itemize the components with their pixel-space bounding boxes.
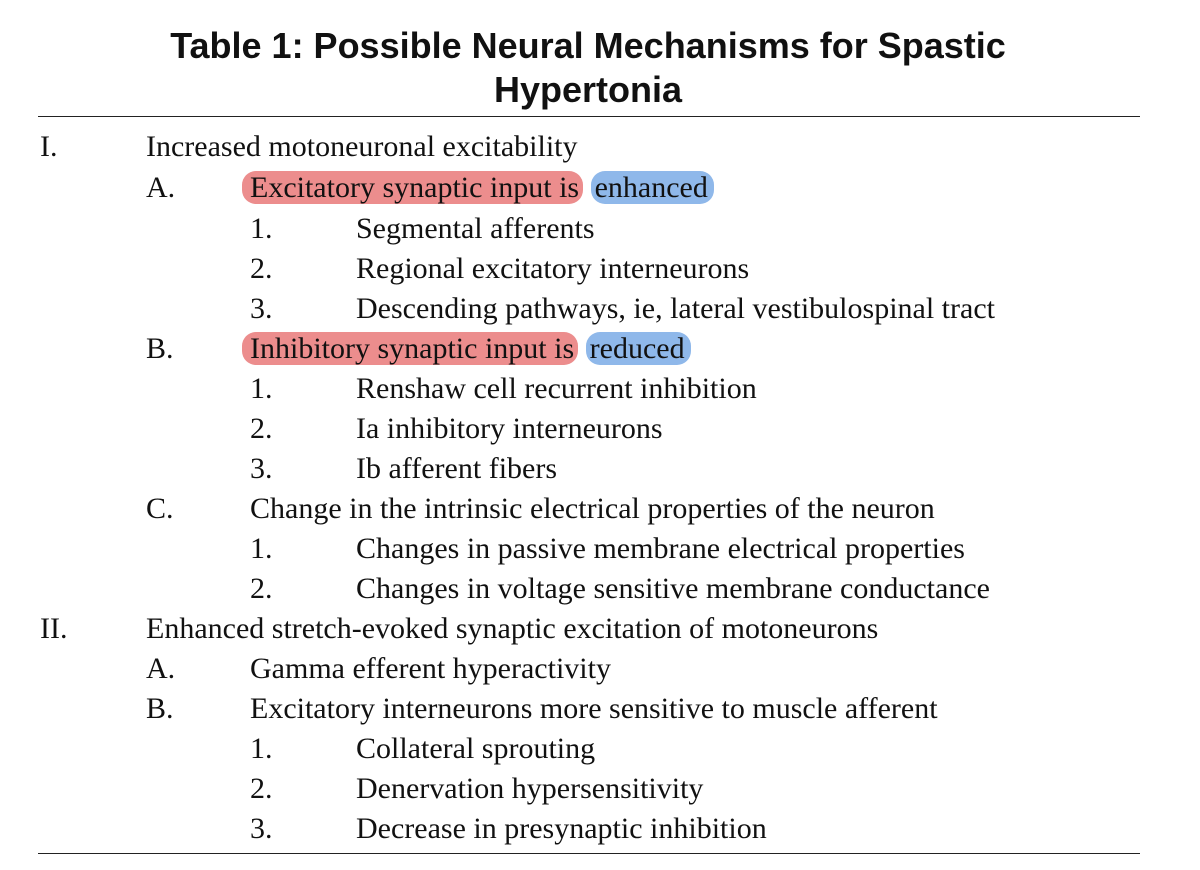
outline-text: Regional excitatory interneurons [356,252,750,285]
outline-text [250,168,714,208]
outline-number: 2. [250,252,273,285]
outline-text: Increased motoneuronal excitability [146,130,578,163]
outline-number: 2. [250,412,273,445]
outline-text: Changes in voltage sensitive membrane conductance [356,572,990,605]
outline-text [250,329,691,369]
outline-number: 2. [250,772,273,805]
highlight-red: Excitatory synaptic input is [242,171,583,204]
outline-number: 3. [250,812,273,845]
outline-number: B. [146,332,174,365]
outline-text: Denervation hypersensitivity [356,772,704,805]
outline-number: II. [40,612,68,645]
highlight-blue: enhanced [591,171,714,204]
outline-text: Segmental afferents [356,212,595,245]
outline-number: 1. [250,372,273,405]
outline-text: Excitatory interneurons more sensitive to muscle afferent [250,692,938,725]
outline-number: A. [146,652,176,685]
outline-number: 1. [250,532,273,565]
outline-number: 3. [250,452,273,485]
table-title [0,24,1176,112]
outline-text: Change in the intrinsic electrical properties of the neuron [250,492,935,525]
outline-text: Enhanced stretch-evoked synaptic excitation of motoneurons [146,612,879,645]
outline-number: I. [40,130,58,163]
outline-number: C. [146,492,174,525]
outline-number: A. [146,171,176,204]
table-title-line-2: Hypertonia [493,69,683,110]
outline-text: Ia inhibitory interneurons [356,412,663,445]
outline-text: Changes in passive membrane electrical properties [356,532,965,565]
outline-text: Decrease in presynaptic inhibition [356,812,767,845]
outline-text: Gamma efferent hyperactivity [250,652,611,685]
outline-number: 1. [250,732,273,765]
highlight-blue: reduced [586,332,691,365]
outline-number: 3. [250,292,273,325]
outline-text: Ib afferent fibers [356,452,558,485]
outline-number: 1. [250,212,273,245]
outline-text: Collateral sprouting [356,732,596,765]
outline-number: 2. [250,572,273,605]
top-rule [38,116,1140,117]
bottom-rule [38,853,1140,854]
outline-text: Descending pathways, ie, lateral vestibulospinal tract [356,292,995,325]
highlight-red: Inhibitory synaptic input is [242,332,578,365]
outline-number: B. [146,692,174,725]
table-title-line-1: Table 1: Possible Neural Mechanisms for Spastic [170,25,1006,66]
outline-text: Renshaw cell recurrent inhibition [356,372,757,405]
